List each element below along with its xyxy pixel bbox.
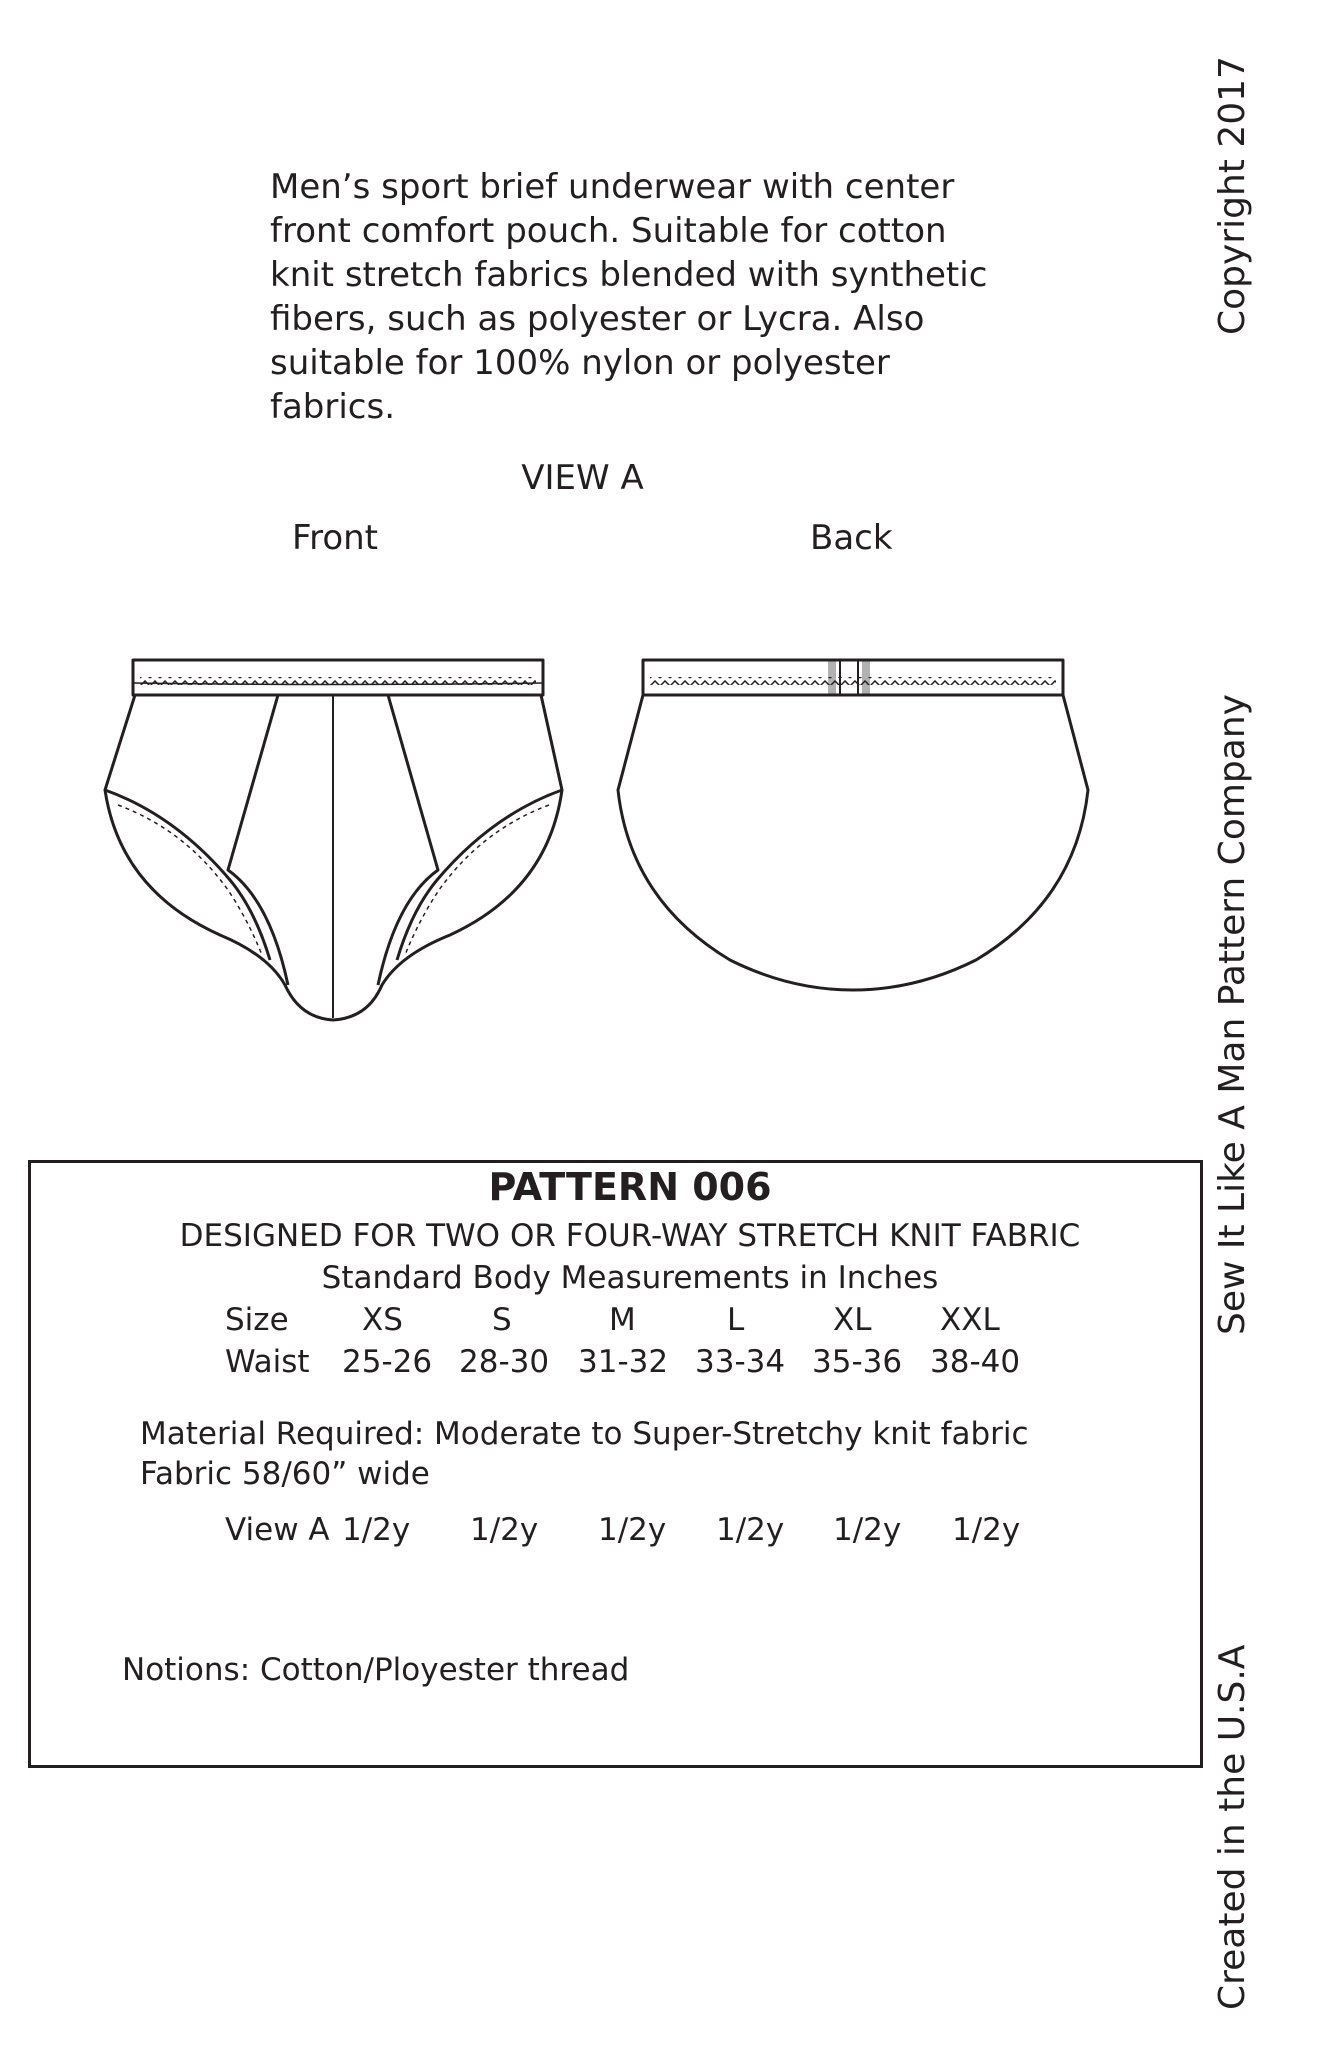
yardage-xs: 1/2y xyxy=(342,1512,411,1548)
fabric-width: Fabric 58/60” wide xyxy=(140,1456,430,1492)
fabric-designation: DESIGNED FOR TWO OR FOUR-WAY STRETCH KNIT FABRIC xyxy=(179,1218,1081,1254)
measurements-title: Standard Body Measurements in Inches xyxy=(321,1260,939,1296)
view-title: VIEW A xyxy=(521,458,644,498)
notions: Notions: Cotton/Ployester thread xyxy=(122,1652,630,1688)
size-xxl: XXL xyxy=(940,1302,1000,1338)
size-label: Size xyxy=(225,1302,289,1338)
size-xl: XL xyxy=(833,1302,872,1338)
pattern-title: PATTERN 006 xyxy=(488,1165,772,1209)
description-line: fabrics. xyxy=(270,387,396,427)
yardage-m: 1/2y xyxy=(598,1512,667,1548)
yardage-s: 1/2y xyxy=(470,1512,539,1548)
size-xs: XS xyxy=(362,1302,403,1338)
front-brief-drawing xyxy=(105,660,562,1020)
description-line: Men’s sport brief underwear with center xyxy=(270,167,955,207)
copyright-text: Copyright 2017 xyxy=(1212,56,1253,335)
waist-xs: 25-26 xyxy=(342,1344,433,1380)
description-line: fibers, such as polyester or Lycra. Also xyxy=(270,299,925,339)
back-brief-drawing xyxy=(618,660,1088,990)
company-name: Sew It Like A Man Pattern Company xyxy=(1212,694,1253,1335)
front-label: Front xyxy=(292,518,378,558)
size-l: L xyxy=(727,1302,745,1338)
waist-m: 31-32 xyxy=(578,1344,669,1380)
yardage-xxl: 1/2y xyxy=(952,1512,1021,1548)
waist-l: 33-34 xyxy=(695,1344,786,1380)
yardage-xl: 1/2y xyxy=(833,1512,902,1548)
yardage-l: 1/2y xyxy=(716,1512,785,1548)
description-line: suitable for 100% nylon or polyester xyxy=(270,343,890,383)
size-s: S xyxy=(492,1302,512,1338)
waist-label: Waist xyxy=(225,1344,310,1380)
size-m: M xyxy=(609,1302,636,1338)
view-a-label: View A xyxy=(225,1512,330,1548)
origin-text: Created in the U.S.A xyxy=(1212,1644,1253,2010)
waist-s: 28-30 xyxy=(459,1344,550,1380)
material-required: Material Required: Moderate to Super-Stretchy knit fabric xyxy=(140,1416,1029,1452)
description-line: knit stretch fabrics blended with synthetic xyxy=(270,255,988,295)
back-label: Back xyxy=(810,518,893,558)
description-line: front comfort pouch. Suitable for cotton xyxy=(270,211,947,251)
waist-xxl: 38-40 xyxy=(930,1344,1021,1380)
waist-xl: 35-36 xyxy=(812,1344,903,1380)
